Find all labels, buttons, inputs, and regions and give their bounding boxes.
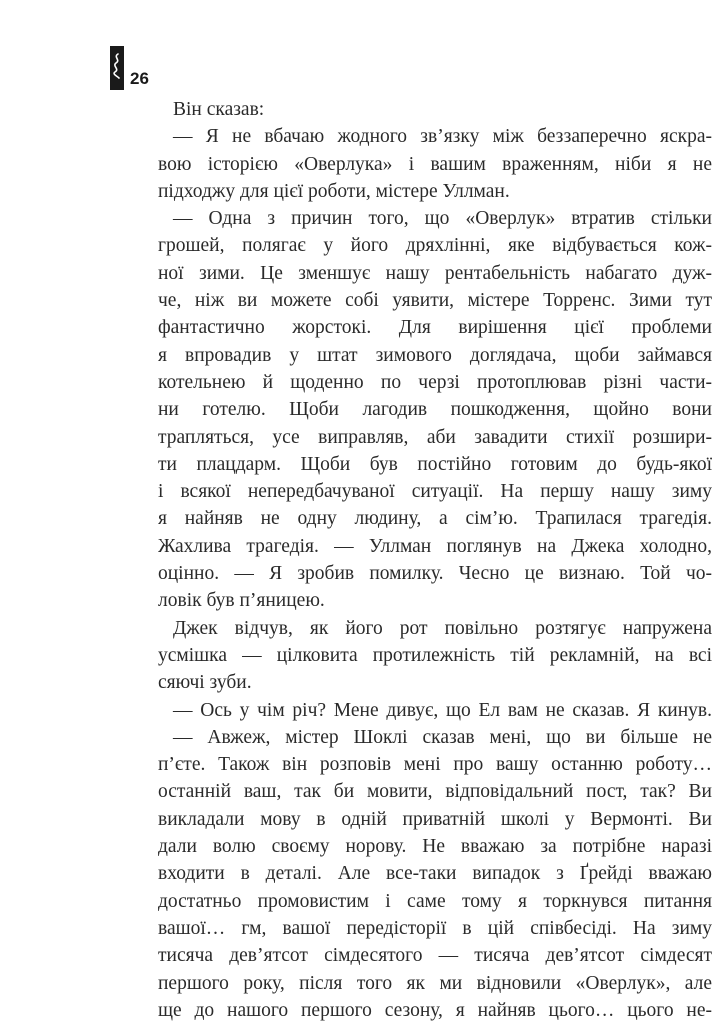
text-line: трапляться, усе виправляв, аби завадити стихії розшири- [158, 426, 712, 448]
text-line: оцінно. — Я зробив помилку. Чесно це визнаю. Той чо- [158, 563, 712, 585]
text-line: я найняв не одну людину, а сім’ю. Трапилася трагедія. [158, 508, 712, 530]
squiggle-icon [111, 52, 123, 80]
text-line: ної зими. Це зменшує нашу рентабельність набагато дуж- [158, 262, 712, 284]
text-line: п’єте. Також він розповів мені про вашу останню роботу… [158, 754, 712, 776]
text-line: — Авжеж, містер Шоклі сказав мені, що ви більше не [173, 726, 712, 748]
page-number: 26 [130, 69, 149, 88]
text-line: дали волю своєму норову. Не вважаю за потрібне наразі [158, 836, 712, 858]
text-line: вашої… гм, вашої передісторії в цій співбесіді. На зиму [158, 917, 712, 939]
text-line: я впровадив у штат зимового доглядача, щоби займався [158, 344, 712, 366]
text-line: останній ваш, так би мовити, відповідальний пост, так? Ви [158, 781, 712, 803]
text-line: ловік був п’яницею. [158, 590, 325, 612]
text-line: котельнею й щоденно по черзі протоплював різні части- [158, 371, 712, 393]
text-line: підходжу для цієї роботи, містере Уллман. [158, 180, 510, 202]
text-line: усмішка — цілковита протилежність тій рекламній, на всі [158, 644, 712, 666]
text-line: Джек відчув, як його рот повільно розтягує напружена [173, 617, 712, 639]
text-line: достатньо промовистим і саме тому я торкнувся питання [158, 890, 712, 912]
text-line: і всякої непередбачуваної ситуації. На першу нашу зиму [158, 481, 712, 503]
text-line: ще до нашого першого сезону, я найняв цього… цього не- [158, 999, 712, 1021]
text-line: першого року, після того як ми відновили «Оверлук», але [158, 972, 712, 994]
text-line: вою історією «Оверлука» і вашим враженням, ніби я не [158, 153, 712, 175]
text-line: че, ніж ви можете собі уявити, містере Торренс. Зими тут [158, 290, 712, 312]
text-line: — Одна з причин того, що «Оверлук» втратив стільки [173, 208, 712, 230]
text-line: сяючі зуби. [158, 672, 252, 694]
text-line: тисяча дев’ятсот сімдесятого — тисяча дев’ятсот сімдесят [158, 945, 712, 967]
text-line: фантастично жорстокі. Для вирішення цієї проблеми [158, 317, 712, 339]
text-line: — Я не вбачаю жодного зв’язку між беззаперечно яскра- [173, 126, 712, 148]
text-line: ти плацдарм. Щоби був постійно готовим до будь-якої [158, 453, 712, 475]
text-line: викладали мову в одній приватній школі у Вермонті. Ви [158, 808, 712, 830]
text-line: Жахлива трагедія. — Уллман поглянув на Джека холодно, [158, 535, 712, 557]
text-line: ни готелю. Щоби лагодив пошкодження, щойно вони [158, 399, 712, 421]
text-line: входити в деталі. Але все-таки випадок з Ґрейді вважаю [158, 863, 712, 885]
text-line: грошей, полягає у його дряхлінні, яке відбувається кож- [158, 235, 712, 257]
page-marker-tab [110, 46, 124, 90]
text-line: Він сказав: [173, 99, 265, 120]
text-line: — Ось у чім річ? Мене дивує, що Ел вам не сказав. Я кинув. [173, 699, 712, 721]
body-text [158, 96, 712, 1024]
